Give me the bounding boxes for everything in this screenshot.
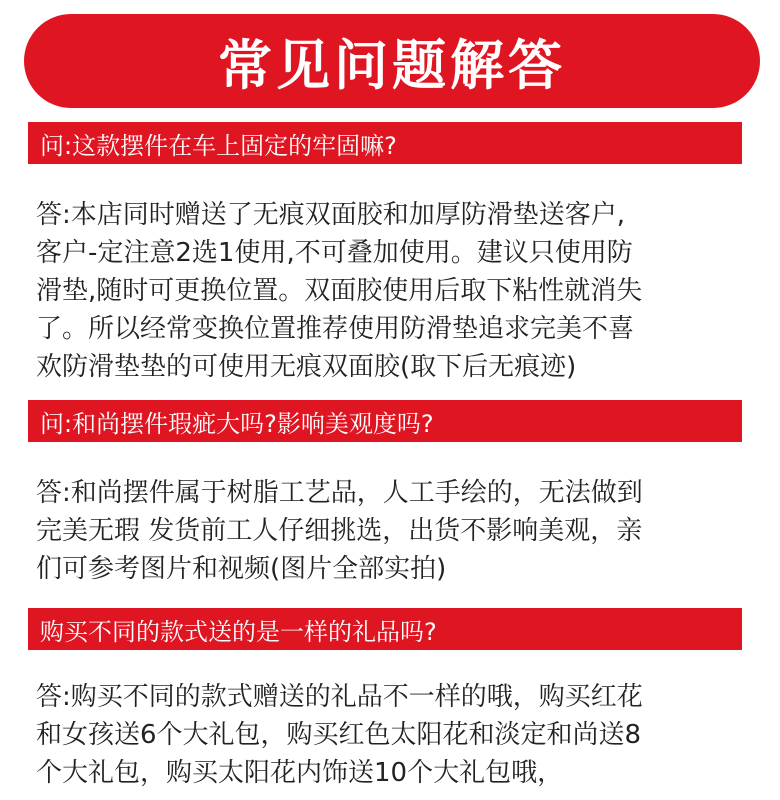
question-bar-2 (28, 400, 742, 442)
question-text-1: 问:这款摆件在车上固定的牢固嘛? (40, 131, 397, 160)
answer-text-2: 答:和尚摆件属于树脂工艺品，人工手绘的，无法做到 完美无瑕 发货前工人仔细挑选，出货不影响美观，亲 们可参考图片和视频(图片全部实拍) (36, 478, 643, 584)
question-text-2: 问:和尚摆件瑕疵大吗?影响美观度吗? (40, 409, 434, 438)
page-title: 常见问题解答 (218, 33, 566, 97)
question-text-3: 购买不同的款式送的是一样的礼品吗? (40, 617, 437, 646)
answer-text-1: 答:本店同时赠送了无痕双面胶和加厚防滑垫送客户, 客户-定注意2选1使用,不可叠加使用。建议只使用防 滑垫,随时可更换位置。双面胶使用后取下粘性就消失 了。所以经常变换位置推荐使用防滑垫追求完美不喜 欢防滑垫垫的可使用无痕双面胶(取下后无痕迹) (36, 200, 643, 382)
answer-text-3: 答:购买不同的款式赠送的礼品不一样的哦，购买红花 和女孩送6个大礼包，购买红色太阳花和淡定和尚送8 个大礼包，购买太阳花内饰送10个大礼包哦， (36, 682, 643, 788)
question-bar-3 (28, 608, 742, 650)
title-banner (24, 14, 760, 108)
question-bar-1 (28, 122, 742, 164)
